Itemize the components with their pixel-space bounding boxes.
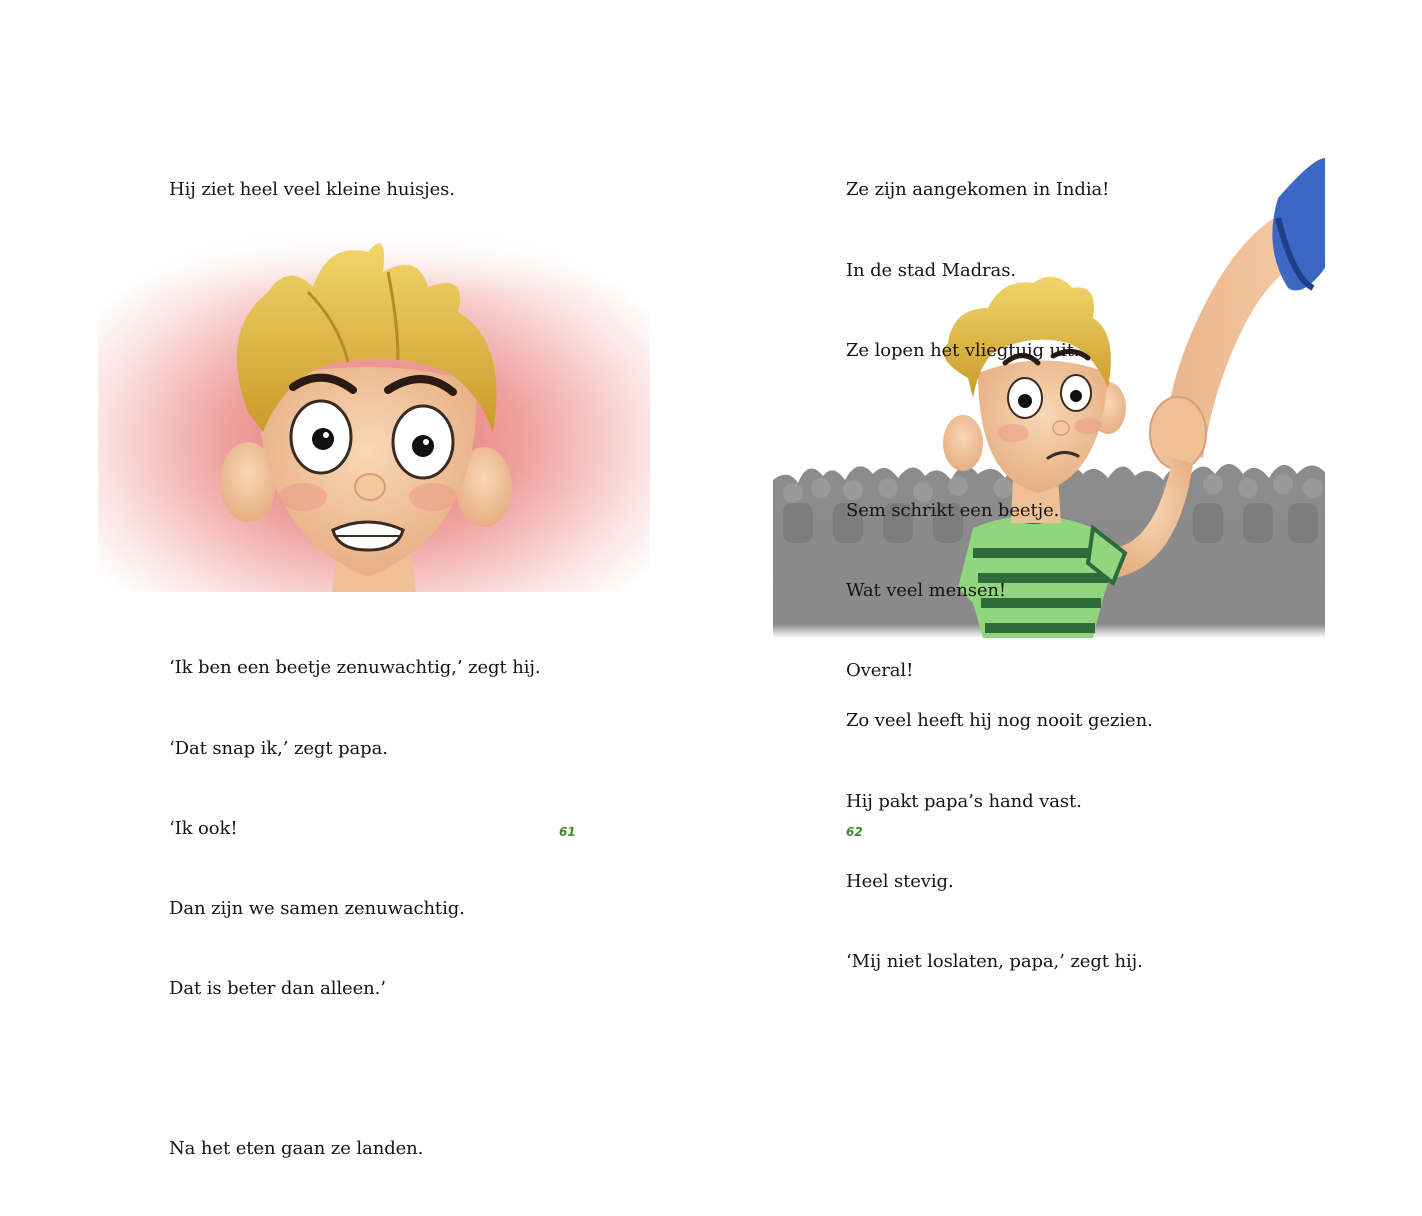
text-line: Dat is beter dan alleen.’ — [169, 977, 386, 999]
left-page — [0, 0, 711, 1159]
text-line: Dan zijn we samen zenuwachtig. — [169, 897, 465, 919]
text-line: Ze zijn aangekomen in India! — [846, 179, 1110, 201]
text-line: Na het eten gaan ze landen. — [169, 1137, 424, 1159]
page-number: 62 — [846, 825, 863, 839]
text-line: Sem schrikt een beetje. — [846, 499, 1060, 521]
text-line: Heel stevig. — [846, 870, 954, 892]
text-line: Wat veel mensen! — [846, 579, 1007, 601]
text-line: Ze lopen het vliegtuig uit. — [846, 339, 1080, 361]
text-line: Zo veel heeft hij nog nooit gezien. — [846, 710, 1153, 732]
left-text-bottom — [169, 602, 540, 1216]
text-line: Hij ziet heel veel kleine huisjes. — [169, 179, 455, 201]
text-line: Overal! — [846, 659, 914, 681]
page-number: 61 — [559, 825, 576, 839]
text-line: Hij pakt papa’s hand vast. — [846, 790, 1082, 812]
text-line: ‘Ik ook! — [169, 817, 238, 839]
text-line: In de stad Madras. — [846, 259, 1016, 281]
text-line: ‘Mij niet loslaten, papa,’ zegt hij. — [846, 950, 1143, 972]
text-line: ‘Ik ben een beetje zenuwachtig,’ zegt hij. — [169, 657, 541, 679]
nervous-boy-illustration — [98, 232, 650, 592]
right-text-top — [846, 124, 1109, 738]
right-page — [711, 0, 1422, 972]
text-line: ‘Dat snap ik,’ zegt papa. — [169, 737, 388, 759]
text-line — [846, 418, 1109, 445]
text-line — [169, 1056, 540, 1083]
right-text-bottom — [846, 655, 1153, 1029]
